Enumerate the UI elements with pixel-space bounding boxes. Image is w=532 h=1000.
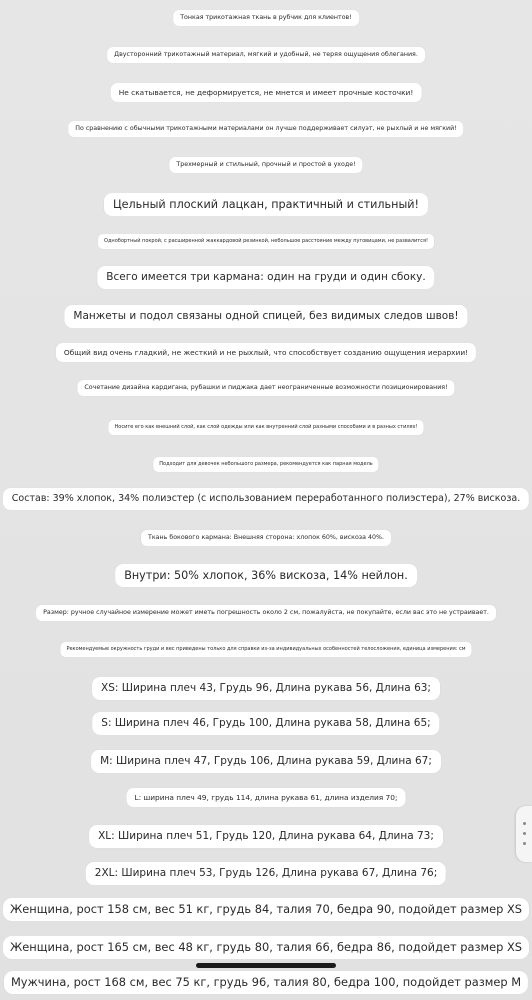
home-indicator[interactable] <box>196 963 336 968</box>
text-bubble-size-reference: Рекомендуемые окружность груди и вес приведены только для справки из-за индивидуальных особенностей телосложения, единица измерения: см <box>60 642 471 657</box>
text-bubble-wear-styles: Носите его как внешний слой, как слой одежды или как внутренний слой разными способами и в разных стилях! <box>109 420 424 435</box>
size-row-xl: XL: Ширина плеч 51, Грудь 120, Длина рукава 64, Длина 73; <box>89 825 443 848</box>
model-row-man-168: Мужчина, рост 168 см, вес 75 кг, грудь 96, талия 80, бедра 100, подойдет размер M <box>4 971 528 994</box>
handle-dot-icon <box>523 822 526 825</box>
text-bubble-pocket-fabric: Ткань бокового кармана: Внешняя сторона: хлопок 60%, вискоза 40%. <box>141 530 391 546</box>
text-bubble-lapel: Цельный плоский лацкан, практичный и стильный! <box>104 193 428 216</box>
size-row-l: L: ширина плеч 49, грудь 114, длина рукава 61, длина изделия 70; <box>127 788 406 807</box>
text-bubble-material: Двусторонний трикотажный материал, мягкий и удобный, не теряя ощущения облегания. <box>107 47 425 63</box>
text-bubble-pockets: Всего имеется три кармана: один на груди и один сбоку. <box>97 266 434 289</box>
text-bubble-cuffs: Манжеты и подол связаны одной спицей, без видимых следов швов! <box>64 305 467 328</box>
size-row-xs: XS: Ширина плеч 43, Грудь 96, Длина рукава 56, Длина 63; <box>92 677 440 700</box>
model-row-woman-165: Женщина, рост 165 см, вес 48 кг, грудь 80, талия 66, бедра 86, подойдет размер XS <box>3 936 529 959</box>
model-row-woman-158: Женщина, рост 158 см, вес 51 кг, грудь 84, талия 70, бедра 90, подойдет размер XS <box>3 898 529 921</box>
text-bubble-cut: Однобортный покрой, с расширенной жаккардовой резинкой, небольшое расстояние между пуговицами, не развалится! <box>98 234 434 249</box>
text-bubble-fit-note: Подходит для девочек небольшого размера, рекомендуется как парная модель <box>153 457 378 472</box>
text-bubble-overall-look: Общий вид очень гладкий, не жесткий и не рыхлый, что способствует созданию ощущения иерархии! <box>56 343 476 362</box>
text-bubble-comparison: По сравнению с обычными трикотажными материалами он лучше поддерживает силуэт, не рыхлый и не мягкий! <box>68 121 463 137</box>
text-bubble-inner-fabric: Внутри: 50% хлопок, 36% вискоза, 14% нейлон. <box>115 564 417 587</box>
size-row-s: S: Ширина плеч 46, Грудь 100, Длина рукава 58, Длина 65; <box>92 712 439 735</box>
size-row-2xl: 2XL: Ширина плеч 53, Грудь 126, Длина рукава 67, Длина 76; <box>86 862 446 885</box>
text-bubble-durability: Не скатывается, не деформируется, не мнется и имеет прочные косточки! <box>111 83 422 102</box>
text-bubble-style: Трехмерный и стильный, прочный и простой в уходе! <box>169 157 362 173</box>
handle-dot-icon <box>523 842 526 845</box>
size-row-m: M: Ширина плеч 47, Грудь 106, Длина рукава 59, Длина 67; <box>91 750 441 773</box>
text-bubble-size-warning: Размер: ручное случайное измерение может иметь погрешность около 2 см, пожалуйста, не покупайте, если вас это не устраивает. <box>36 605 496 621</box>
side-handle-icon[interactable] <box>516 806 532 862</box>
text-bubble-fabric: Тонкая трикотажная ткань в рубчик для клиентов! <box>173 10 359 26</box>
text-bubble-design: Сочетание дизайна кардигана, рубашки и пиджака дает неограниченные возможности позиционирования! <box>77 380 454 396</box>
text-bubble-composition: Состав: 39% хлопок, 34% полиэстер (с использованием переработанного полиэстера), 27% вискоза. <box>3 488 529 510</box>
handle-dot-icon <box>523 832 526 835</box>
